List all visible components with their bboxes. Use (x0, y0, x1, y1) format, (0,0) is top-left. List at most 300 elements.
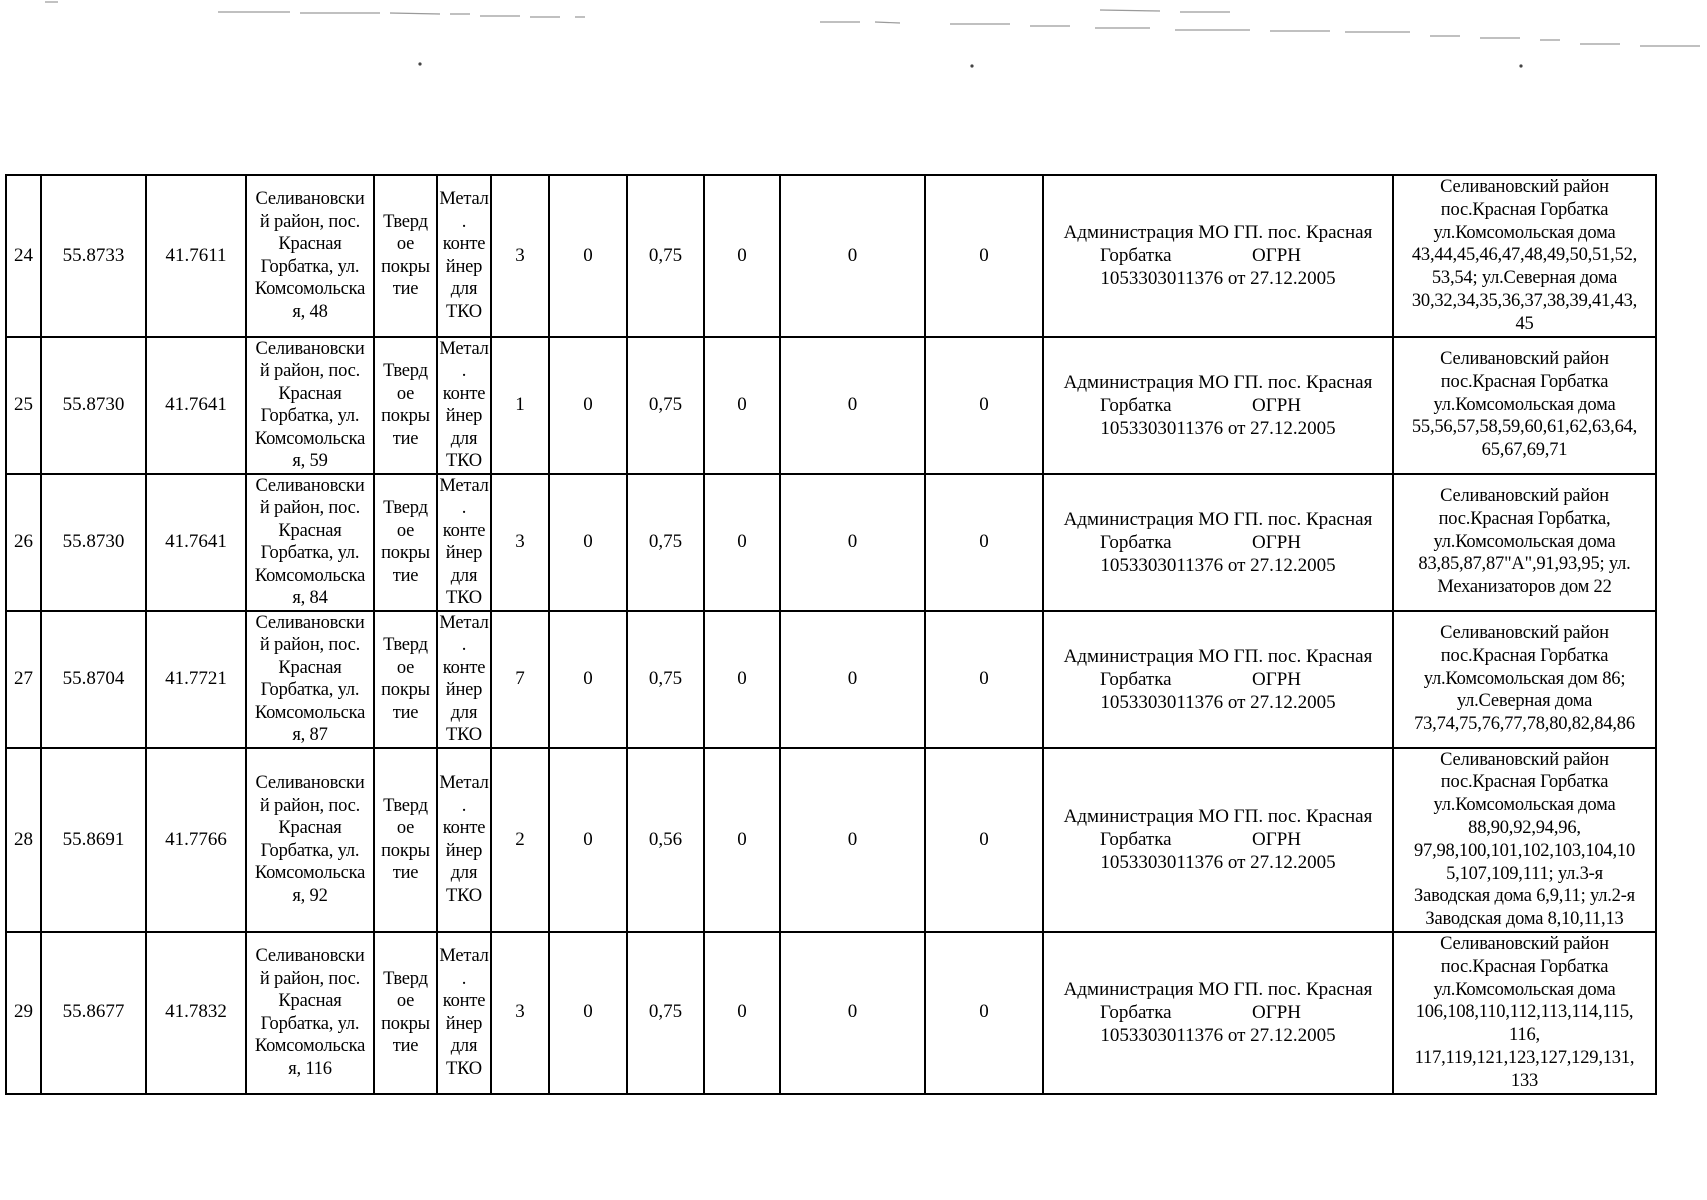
owner-name: Администрация МО ГП. пос. Красная (1063, 979, 1373, 1001)
extra-cell-1 (704, 337, 780, 474)
extra-value-1: 0 (737, 530, 747, 552)
cell-line: Механизаторов дом 22 (1437, 577, 1612, 598)
latitude-cell (41, 611, 146, 748)
cell-line: Заводская дома 8,10,11,13 (1425, 909, 1624, 930)
cell-line: й район, пос. (259, 968, 361, 989)
row-number-cell (6, 748, 41, 932)
cell-line: Селивановский район (1440, 749, 1609, 770)
cell-line: йнер (445, 1013, 483, 1034)
cell-line: . (461, 968, 467, 989)
cell-line: покры (381, 1013, 430, 1034)
container-type-cell (437, 748, 491, 932)
planned-count-cell (549, 932, 627, 1094)
row-number: 29 (14, 1001, 33, 1023)
owner-locality: Горбатка (1100, 668, 1172, 690)
cell-line: пос.Красная Горбатка (1440, 956, 1609, 977)
cell-line: Горбатка, ул. (260, 1013, 360, 1034)
served-addresses-cell (1393, 748, 1656, 932)
cell-line: йнер (445, 406, 483, 427)
planned-count: 0 (583, 828, 593, 850)
row-number-cell (6, 611, 41, 748)
cell-line: я, 59 (292, 451, 328, 472)
container-count-cell (491, 748, 549, 932)
cell-line: Селивановский район (1440, 623, 1609, 644)
cell-line: йнер (445, 543, 483, 564)
waste-sites-table-wrapper (5, 174, 1651, 1095)
extra-value-2: 0 (847, 244, 858, 266)
ogrn-number: 1053303011376 от 27.12.2005 (1100, 417, 1336, 439)
cell-line: я, 92 (292, 885, 328, 906)
volume-cell (627, 611, 704, 748)
table-row (6, 611, 1656, 748)
owner-line-2 (1048, 1001, 1388, 1024)
row-number-cell (6, 932, 41, 1094)
row-number: 25 (14, 393, 33, 415)
container-count: 2 (515, 828, 525, 850)
container-count: 3 (515, 530, 525, 552)
cell-line: 5,107,109,111; ул.3-я (1446, 863, 1603, 884)
longitude-cell (146, 175, 246, 337)
container-volume: 0,75 (648, 244, 683, 266)
cell-line: ое (396, 818, 415, 839)
longitude-cell (146, 337, 246, 474)
longitude-cell (146, 932, 246, 1094)
latitude-value: 55.8730 (62, 530, 125, 552)
container-count-cell (491, 611, 549, 748)
cell-line: ое (396, 991, 415, 1012)
owner-name: Администрация МО ГП. пос. Красная (1063, 508, 1373, 530)
ogrn-number: 1053303011376 от 27.12.2005 (1100, 691, 1336, 713)
served-addresses-cell (1393, 175, 1656, 337)
table-body (6, 175, 1656, 1094)
row-number: 24 (14, 244, 33, 266)
cell-line: конте (442, 818, 486, 839)
cell-line: ТКО (446, 301, 482, 322)
served-addresses-cell (1393, 474, 1656, 611)
container-type-cell (437, 932, 491, 1094)
cell-line: 30,32,34,35,36,37,38,39,41,43, (1411, 290, 1638, 311)
container-count-cell (491, 175, 549, 337)
surface-cell (374, 474, 437, 611)
owner-name: Администрация МО ГП. пос. Красная (1063, 806, 1373, 828)
ogrn-number: 1053303011376 от 27.12.2005 (1100, 1025, 1336, 1047)
row-number-cell (6, 175, 41, 337)
served-addresses-cell (1393, 932, 1656, 1094)
table-row (6, 337, 1656, 474)
container-type-cell (437, 175, 491, 337)
longitude-value: 41.7641 (165, 530, 227, 552)
cell-line: Метал (439, 946, 489, 967)
cell-line: . (461, 498, 467, 519)
cell-line: . (461, 361, 467, 382)
extra-cell-1 (704, 175, 780, 337)
cell-line: 55,56,57,58,59,60,61,62,63,64, (1411, 417, 1638, 438)
cell-line: пос.Красная Горбатка (1440, 772, 1609, 793)
extra-cell-1 (704, 748, 780, 932)
row-number: 27 (14, 667, 33, 689)
extra-cell-3 (925, 611, 1043, 748)
cell-line: конте (442, 657, 486, 678)
extra-value-1: 0 (737, 667, 747, 689)
cell-line: Селивановски (255, 612, 365, 633)
cell-line: конте (442, 234, 486, 255)
latitude-cell (41, 175, 146, 337)
extra-value-2: 0 (847, 530, 858, 552)
latitude-value: 55.8677 (62, 1001, 125, 1023)
ogrn-label: ОГРН (1252, 829, 1301, 851)
latitude-value: 55.8730 (62, 393, 125, 415)
cell-line: Тверд (383, 361, 428, 382)
cell-line: Селивановски (255, 338, 365, 359)
ogrn-number: 1053303011376 от 27.12.2005 (1100, 554, 1336, 576)
address-cell (246, 337, 374, 474)
cell-line: ул.Комсомольская дома (1433, 979, 1616, 1000)
cell-line: 43,44,45,46,47,48,49,50,51,52, (1411, 245, 1638, 266)
extra-value-1: 0 (737, 244, 747, 266)
address-cell (246, 611, 374, 748)
served-addresses-cell (1393, 337, 1656, 474)
owner-locality: Горбатка (1100, 394, 1172, 416)
cell-line: ое (396, 520, 415, 541)
latitude-cell (41, 932, 146, 1094)
cell-line: Селивановски (255, 475, 365, 496)
cell-line: Комсомольска (254, 279, 366, 300)
cell-line: й район, пос. (259, 635, 361, 656)
cell-line: йнер (445, 680, 483, 701)
cell-line: 133 (1510, 1070, 1539, 1091)
cell-line: ул.Комсомольская дома (1433, 394, 1616, 415)
container-count-cell (491, 474, 549, 611)
cell-line: ое (396, 657, 415, 678)
cell-line: Метал (439, 338, 489, 359)
extra-cell-3 (925, 748, 1043, 932)
extra-value-3: 0 (979, 667, 989, 689)
table-row (6, 932, 1656, 1094)
cell-line: Горбатка, ул. (260, 406, 360, 427)
cell-line: 73,74,75,76,77,78,80,82,84,86 (1414, 714, 1635, 735)
ogrn-label: ОГРН (1252, 531, 1301, 553)
cell-line: 97,98,100,101,102,103,104,10 (1413, 840, 1636, 861)
planned-count: 0 (583, 1001, 593, 1023)
cell-line: для (450, 1036, 478, 1057)
extra-value-2: 0 (847, 1001, 858, 1023)
longitude-value: 41.7766 (165, 828, 227, 850)
cell-line: 117,119,121,123,127,129,131, (1414, 1047, 1635, 1068)
planned-count-cell (549, 175, 627, 337)
planned-count: 0 (583, 667, 593, 689)
owner-locality: Горбатка (1100, 531, 1172, 553)
extra-cell-1 (704, 611, 780, 748)
surface-cell (374, 748, 437, 932)
longitude-value: 41.7641 (165, 393, 227, 415)
cell-line: Тверд (383, 968, 428, 989)
cell-line: тие (392, 428, 419, 449)
cell-line: Метал (439, 612, 489, 633)
extra-value-1: 0 (737, 1001, 747, 1023)
cell-line: тие (392, 863, 419, 884)
owner-cell (1043, 748, 1393, 932)
extra-value-2: 0 (847, 828, 858, 850)
cell-line: покры (381, 840, 430, 861)
extra-value-2: 0 (847, 393, 858, 415)
cell-line: 106,108,110,112,113,114,115, (1415, 1002, 1634, 1023)
volume-cell (627, 748, 704, 932)
cell-line: пос.Красная Горбатка, (1438, 508, 1611, 529)
cell-line: . (461, 795, 467, 816)
cell-line: Тверд (383, 795, 428, 816)
cell-line: тие (392, 1036, 419, 1057)
extra-value-1: 0 (737, 393, 747, 415)
cell-line: 83,85,87,87"А",91,93,95; ул. (1418, 554, 1631, 575)
ogrn-label: ОГРН (1252, 668, 1301, 690)
planned-count-cell (549, 337, 627, 474)
owner-cell (1043, 474, 1393, 611)
surface-cell (374, 175, 437, 337)
cell-line: ТКО (446, 588, 482, 609)
cell-line: Заводская дома 6,9,11; ул.2-я (1414, 886, 1635, 907)
extra-cell-3 (925, 337, 1043, 474)
table-row (6, 474, 1656, 611)
extra-value-3: 0 (979, 393, 989, 415)
waste-sites-table (5, 174, 1657, 1095)
extra-value-3: 0 (979, 530, 989, 552)
container-volume: 0,75 (648, 393, 683, 415)
cell-line: 53,54; ул.Северная дома (1431, 268, 1618, 289)
ogrn-label: ОГРН (1252, 1002, 1301, 1024)
extra-value-3: 0 (979, 244, 989, 266)
cell-line: пос.Красная Горбатка (1440, 199, 1609, 220)
cell-line: Селивановски (255, 946, 365, 967)
cell-line: Комсомольска (254, 1036, 366, 1057)
cell-line: Красная (278, 657, 342, 678)
cell-line: Горбатка, ул. (260, 256, 360, 277)
row-number-cell (6, 474, 41, 611)
owner-name: Администрация МО ГП. пос. Красная (1063, 371, 1373, 393)
cell-line: для (450, 428, 478, 449)
cell-line: Горбатка, ул. (260, 840, 360, 861)
extra-cell-1 (704, 932, 780, 1094)
longitude-value: 41.7832 (165, 1001, 227, 1023)
address-cell (246, 932, 374, 1094)
owner-cell (1043, 337, 1393, 474)
cell-line: Комсомольска (254, 863, 366, 884)
cell-line: покры (381, 543, 430, 564)
ogrn-label: ОГРН (1252, 245, 1301, 267)
owner-locality: Горбатка (1100, 245, 1172, 267)
cell-line: для (450, 702, 478, 723)
table-row (6, 175, 1656, 337)
cell-line: ое (396, 234, 415, 255)
cell-line: ТКО (446, 1058, 482, 1079)
owner-locality: Горбатка (1100, 1002, 1172, 1024)
cell-line: ул.Комсомольская дома (1433, 795, 1616, 816)
cell-line: пос.Красная Горбатка (1440, 645, 1609, 666)
extra-cell-1 (704, 474, 780, 611)
cell-line: ул.Комсомольская дома (1433, 531, 1616, 552)
container-count: 1 (515, 393, 525, 415)
surface-cell (374, 337, 437, 474)
ogrn-label: ОГРН (1252, 394, 1301, 416)
extra-cell-2 (780, 175, 925, 337)
owner-line-2 (1048, 394, 1388, 417)
cell-line: Метал (439, 189, 489, 210)
cell-line: Селивановски (255, 189, 365, 210)
cell-line: тие (392, 565, 419, 586)
cell-line: Тверд (383, 498, 428, 519)
cell-line: тие (392, 702, 419, 723)
extra-value-1: 0 (737, 828, 747, 850)
container-count-cell (491, 337, 549, 474)
cell-line: Селивановский район (1440, 177, 1609, 197)
address-cell (246, 474, 374, 611)
container-type-cell (437, 474, 491, 611)
cell-line: Селивановски (255, 773, 365, 794)
cell-line: конте (442, 383, 486, 404)
ogrn-number: 1053303011376 от 27.12.2005 (1100, 852, 1336, 874)
cell-line: для (450, 565, 478, 586)
longitude-value: 41.7611 (165, 244, 227, 266)
latitude-value: 55.8691 (62, 828, 125, 850)
owner-cell (1043, 175, 1393, 337)
cell-line: Комсомольска (254, 565, 366, 586)
owner-locality: Горбатка (1100, 829, 1172, 851)
extra-cell-2 (780, 474, 925, 611)
container-volume: 0,75 (648, 667, 683, 689)
scan-artifacts (0, 0, 1707, 80)
owner-cell (1043, 611, 1393, 748)
container-volume: 0,75 (648, 530, 683, 552)
cell-line: й район, пос. (259, 361, 361, 382)
latitude-cell (41, 337, 146, 474)
cell-line: ТКО (446, 885, 482, 906)
longitude-cell (146, 474, 246, 611)
cell-line: для (450, 279, 478, 300)
cell-line: покры (381, 256, 430, 277)
cell-line: я, 48 (292, 301, 328, 322)
extra-value-3: 0 (979, 828, 989, 850)
extra-cell-3 (925, 175, 1043, 337)
planned-count: 0 (583, 530, 593, 552)
cell-line: й район, пос. (259, 498, 361, 519)
cell-line: пос.Красная Горбатка (1440, 371, 1609, 392)
address-cell (246, 748, 374, 932)
cell-line: ТКО (446, 725, 482, 746)
cell-line: Селивановский район (1440, 486, 1609, 507)
surface-cell (374, 932, 437, 1094)
cell-line: Комсомольска (254, 428, 366, 449)
cell-line: Метал (439, 773, 489, 794)
cell-line: для (450, 863, 478, 884)
longitude-cell (146, 748, 246, 932)
cell-line: й район, пос. (259, 795, 361, 816)
longitude-cell (146, 611, 246, 748)
owner-name: Администрация МО ГП. пос. Красная (1063, 222, 1373, 244)
cell-line: Красная (278, 520, 342, 541)
cell-line: . (461, 211, 467, 232)
latitude-cell (41, 748, 146, 932)
owner-line-2 (1048, 828, 1388, 851)
extra-cell-3 (925, 932, 1043, 1094)
table-row (6, 748, 1656, 932)
cell-line: Горбатка, ул. (260, 680, 360, 701)
latitude-value: 55.8704 (62, 667, 125, 689)
cell-line: Селивановский район (1440, 933, 1609, 954)
latitude-value: 55.8733 (62, 244, 125, 266)
owner-line-2 (1048, 531, 1388, 554)
extra-cell-2 (780, 337, 925, 474)
extra-cell-3 (925, 474, 1043, 611)
row-number-cell (6, 337, 41, 474)
cell-line: Красная (278, 383, 342, 404)
container-count: 7 (515, 667, 525, 689)
cell-line: й район, пос. (259, 211, 361, 232)
cell-line: ул.Комсомольская дома (1433, 222, 1616, 243)
extra-cell-2 (780, 611, 925, 748)
container-type-cell (437, 611, 491, 748)
row-number: 28 (14, 828, 33, 850)
cell-line: 88,90,92,94,96, (1468, 817, 1581, 838)
cell-line: Селивановский район (1440, 349, 1609, 370)
cell-line: покры (381, 680, 430, 701)
cell-line: Горбатка, ул. (260, 543, 360, 564)
cell-line: 45 (1515, 313, 1534, 334)
cell-line: йнер (445, 256, 483, 277)
owner-name: Администрация МО ГП. пос. Красная (1063, 645, 1373, 667)
cell-line: ТКО (446, 451, 482, 472)
cell-line: ул.Северная дома (1456, 691, 1593, 712)
ogrn-number: 1053303011376 от 27.12.2005 (1100, 268, 1336, 290)
volume-cell (627, 474, 704, 611)
cell-line: 116, (1509, 1025, 1540, 1046)
latitude-cell (41, 474, 146, 611)
cell-line: 65,67,69,71 (1481, 440, 1568, 461)
volume-cell (627, 337, 704, 474)
planned-count-cell (549, 611, 627, 748)
planned-count: 0 (583, 244, 593, 266)
cell-line: Красная (278, 818, 342, 839)
cell-line: конте (442, 991, 486, 1012)
planned-count-cell (549, 748, 627, 932)
container-count: 3 (515, 1001, 525, 1023)
container-volume: 0,56 (648, 828, 683, 850)
cell-line: я, 116 (288, 1058, 332, 1079)
cell-line: я, 84 (292, 588, 328, 609)
planned-count-cell (549, 474, 627, 611)
extra-value-3: 0 (979, 1001, 989, 1023)
planned-count: 0 (583, 393, 593, 415)
cell-line: Красная (278, 991, 342, 1012)
address-cell (246, 175, 374, 337)
cell-line: покры (381, 406, 430, 427)
served-addresses-cell (1393, 611, 1656, 748)
cell-line: ое (396, 383, 415, 404)
row-number: 26 (14, 530, 33, 552)
cell-line: ул.Комсомольская дом 86; (1423, 668, 1626, 689)
container-count-cell (491, 932, 549, 1094)
cell-line: . (461, 635, 467, 656)
extra-value-2: 0 (847, 667, 858, 689)
container-type-cell (437, 337, 491, 474)
owner-line-2 (1048, 244, 1388, 267)
cell-line: Тверд (383, 211, 428, 232)
volume-cell (627, 175, 704, 337)
cell-line: Тверд (383, 635, 428, 656)
cell-line: йнер (445, 840, 483, 861)
extra-cell-2 (780, 932, 925, 1094)
cell-line: я, 87 (292, 725, 328, 746)
surface-cell (374, 611, 437, 748)
extra-cell-2 (780, 748, 925, 932)
